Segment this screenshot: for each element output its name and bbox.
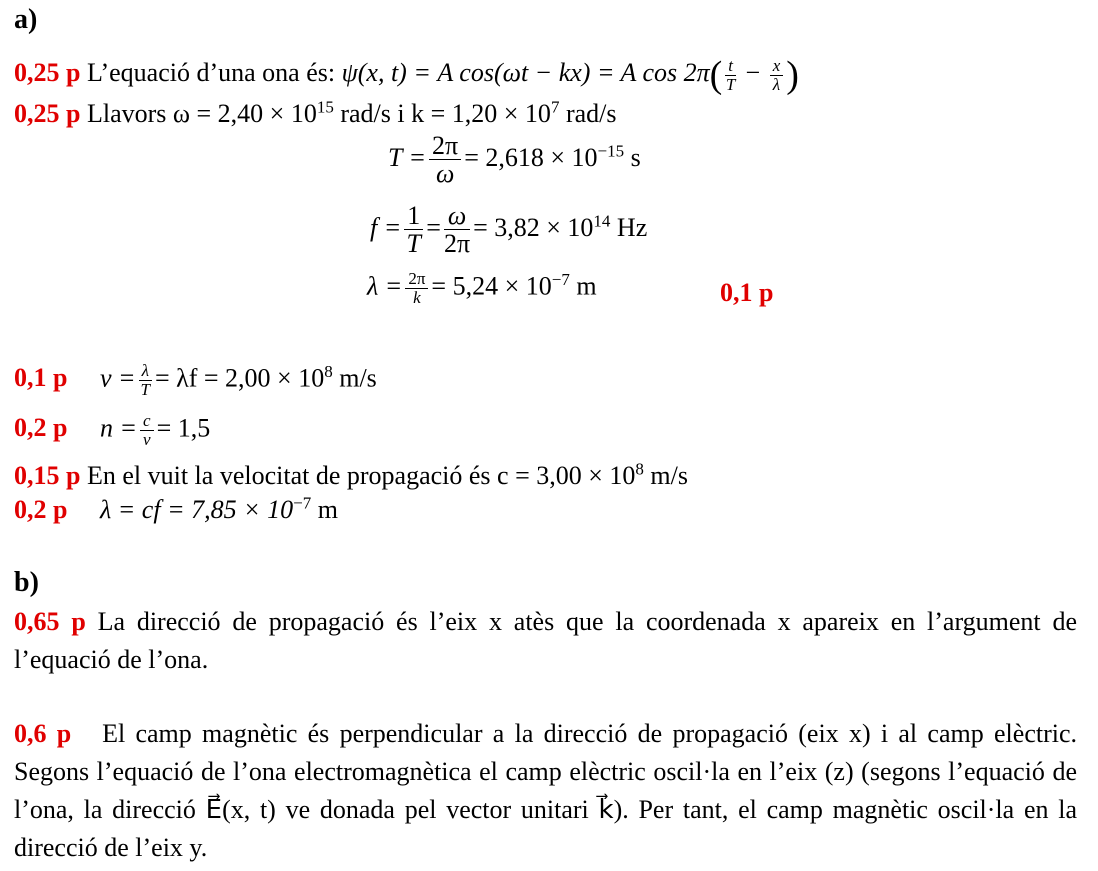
k-value: rad/s i k = 1,20 × 10 bbox=[333, 99, 551, 128]
wave-equation-line: 0,25 p L’equació d’una ona és: ψ(x, t) = A cos(ωt − kx) = A cos 2π( $\frac{t}{T}$ − $\frac{x}{\lambda}$ ) bbox=[14, 54, 799, 96]
vacuum-wavelength-text: λ = cf = 7,85 × 10 bbox=[100, 495, 294, 524]
refractive-index-value: = 1,5 bbox=[156, 413, 211, 443]
points-label: 0,15 p bbox=[14, 461, 81, 490]
propagation-paragraph bbox=[14, 603, 1077, 679]
wavelength-lhs: λ = bbox=[367, 271, 403, 301]
wavelength-value: = 5,24 × 10 bbox=[431, 271, 552, 301]
points-label: 0,2 p bbox=[14, 495, 68, 524]
section-a-heading: a) bbox=[14, 4, 38, 35]
wavelength-equation bbox=[367, 270, 597, 307]
fraction-1-over-T: $\frac{1}{T}$ bbox=[404, 202, 423, 258]
points-label: 0,2 p bbox=[14, 413, 68, 443]
points-label: 0,65 p bbox=[14, 607, 86, 636]
frequency-equation: f = $\frac{1}{T}$ = $\frac{\omega}{2\pi}$ = $3,82 \times 10^{14}$ Hz bbox=[370, 201, 648, 259]
period-exponent: −15 bbox=[597, 141, 625, 161]
frequency-exponent: 14 bbox=[593, 211, 611, 231]
k-unit: rad/s bbox=[559, 99, 617, 128]
section-b-heading: b) bbox=[14, 567, 39, 598]
points-label: 0,6 p bbox=[14, 719, 72, 748]
k-exponent: 7 bbox=[550, 97, 560, 117]
light-speed-unit: m/s bbox=[643, 461, 688, 490]
magnetic-field-paragraph bbox=[14, 715, 1077, 867]
fraction-2pi-over-omega: $\frac{2\pi}{\omega}$ bbox=[429, 132, 461, 188]
wavelength-exponent: −7 bbox=[551, 269, 570, 289]
propagation-text: La direcció de propagació és l’eix x atès que la coordenada x apareix en l’argument de l’equació de l’ona. bbox=[14, 607, 1077, 674]
omega-exponent: 15 bbox=[316, 97, 334, 117]
velocity-value: = λf = 2,00 × 10 bbox=[154, 363, 325, 393]
vacuum-wavelength-exponent: −7 bbox=[293, 493, 312, 513]
frequency-value: = 3,82 × 10 bbox=[473, 212, 594, 242]
refractive-index-line bbox=[14, 412, 210, 449]
period-value: = 2,618 × 10 bbox=[464, 142, 598, 172]
points-label: 0,25 p bbox=[14, 99, 81, 128]
vacuum-wavelength-line bbox=[14, 493, 338, 524]
period-unit: s bbox=[624, 142, 641, 172]
velocity-lhs: v = bbox=[100, 363, 136, 393]
frequency-lhs: f = bbox=[370, 212, 402, 242]
points-label: 0,1 p bbox=[720, 278, 774, 307]
light-speed-exponent: 8 bbox=[635, 459, 644, 479]
period-equation bbox=[388, 132, 641, 188]
omega-k-line bbox=[14, 97, 617, 128]
velocity-exponent: 8 bbox=[324, 361, 333, 381]
refractive-index-lhs: n = bbox=[100, 413, 138, 443]
wave-equation-formula: ψ(x, t) = A cos(ωt − kx) = A cos 2π bbox=[341, 57, 710, 87]
vacuum-wavelength-unit: m bbox=[311, 495, 338, 524]
points-label: 0,1 p bbox=[14, 363, 68, 393]
points-label: 0,25 p bbox=[14, 57, 81, 87]
magnetic-field-text: El camp magnètic és perpendicular a la direcció de propagació (eix x) i al camp elèctric. Segons l’equació de l’ona electromagnètica el camp elèctric oscil·la en l’eix (z) (segons l’equació de l’ona, la direcció E⃗(x, t) ve donada pel vector unitari k⃗). Per tant, el camp magnètic oscil·la en la direcció de l’eix y. bbox=[14, 719, 1078, 862]
fraction-x-over-lambda: $\frac{x}{\lambda}$ bbox=[770, 57, 784, 94]
wavelength-unit: m bbox=[569, 271, 597, 301]
velocity-line bbox=[14, 362, 377, 399]
wave-equation-text: L’equació d’una ona és: bbox=[86, 57, 342, 87]
velocity-unit: m/s bbox=[332, 363, 377, 393]
fraction-lambda-over-T: $\frac{\lambda}{T}$ bbox=[140, 361, 151, 399]
period-lhs: T = bbox=[388, 142, 427, 172]
fraction-omega-over-2pi: $\frac{\omega}{2\pi}$ bbox=[443, 201, 471, 259]
omega-value: Llavors ω = 2,40 × 10 bbox=[86, 99, 317, 128]
frequency-unit: Hz bbox=[610, 212, 648, 242]
fraction-c-over-v: $\frac{c}{v}$ bbox=[140, 412, 154, 449]
fraction-t-over-T: $\frac{t}{T}$ bbox=[725, 55, 736, 94]
light-speed-text: En el vuit la velocitat de propagació és c = 3,00 × 10 bbox=[86, 461, 636, 490]
light-speed-line bbox=[14, 459, 688, 490]
fraction-2pi-over-k: $\frac{2\pi}{k}$ bbox=[405, 270, 428, 307]
